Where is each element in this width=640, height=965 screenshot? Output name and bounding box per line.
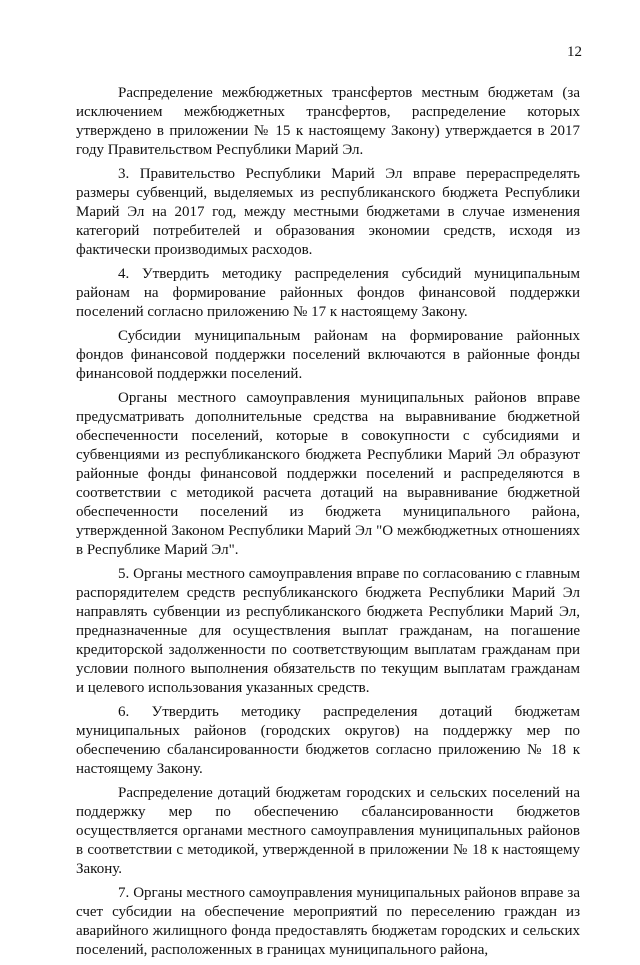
paragraph-7-resettlement: 7. Органы местного самоуправления муниципальных районов вправе за счет субсидии на обеспечение мероприятий по переселению граждан из аварийного жилищного фонда предоставлять бюджетам городских и сельских поселений, расположенных в границах муниципального района, <box>76 885 580 958</box>
paragraph-5-creditor-debt: 5. Органы местного самоуправления вправе по согласованию с главным распорядителем средств республиканского бюджета Республики Марий Эл направлять субвенции из республиканского бюджета Республики Марий Эл, предназначенные для осуществления выплат гражданам, на погашение кредиторской задолженности по соответствующим выплатам гражданам при условии полного выполнения обязательств по текущим выплатам гражданам и целевого использования указанных средств. <box>76 566 580 696</box>
paragraph-local-authorities-funds: Органы местного самоуправления муниципальных районов вправе предусматривать дополнительные средства на выравнивание бюджетной обеспеченности поселений, которые в совокупности с субсидиями и субвенциями из республиканского бюджета Республики Марий Эл образуют районные фонды финансовой поддержки поселений и распределяются в соответствии с методикой расчета дотаций на выравнивание бюджетной обеспеченности поселений из бюджета муниципального района, утвержденной Законом Республики Марий Эл "О межбюджетных отношениях в Республике Марий Эл". <box>76 390 580 558</box>
paragraph-subsidies-included: Субсидии муниципальным районам на формирование районных фондов финансовой поддержки поселений включаются в районные фонды финансовой поддержки поселений. <box>76 328 580 382</box>
paragraph-3-subvention-redistribution: 3. Правительство Республики Марий Эл вправе перераспределять размеры субвенций, выделяемых из республиканского бюджета Республики Марий Эл на 2017 год, между местными бюджетами в случае изменения категорий потребителей и образования экономии средств, исходя из фактически производимых расходов. <box>76 166 580 258</box>
document-body <box>76 84 580 965</box>
paragraph-transfers-distribution: Распределение межбюджетных трансфертов местным бюджетам (за исключением межбюджетных трансфертов, распределение которых утверждено в приложении № 15 к настоящему Закону) утверждается в 2017 году Правительством Республики Марий Эл. <box>76 85 580 158</box>
paragraph-grant-distribution-settlements: Распределение дотаций бюджетам городских и сельских поселений на поддержку мер по обеспечению сбалансированности бюджетов осуществляется органами местного самоуправления муниципальных районов в соответствии с методикой, утвержденной в приложении № 18 к настоящему Закону. <box>76 785 580 877</box>
page-number: 12 <box>567 44 582 60</box>
paragraph-6-grant-methodology: 6. Утвердить методику распределения дотаций бюджетам муниципальных районов (городских округов) на поддержку мер по обеспечению сбалансированности бюджетов согласно приложению № 18 к настоящему Закону. <box>76 704 580 777</box>
paragraph-4-subsidy-methodology: 4. Утвердить методику распределения субсидий муниципальным районам на формирование районных фондов финансовой поддержки поселений согласно приложению № 17 к настоящему Закону. <box>76 266 580 320</box>
